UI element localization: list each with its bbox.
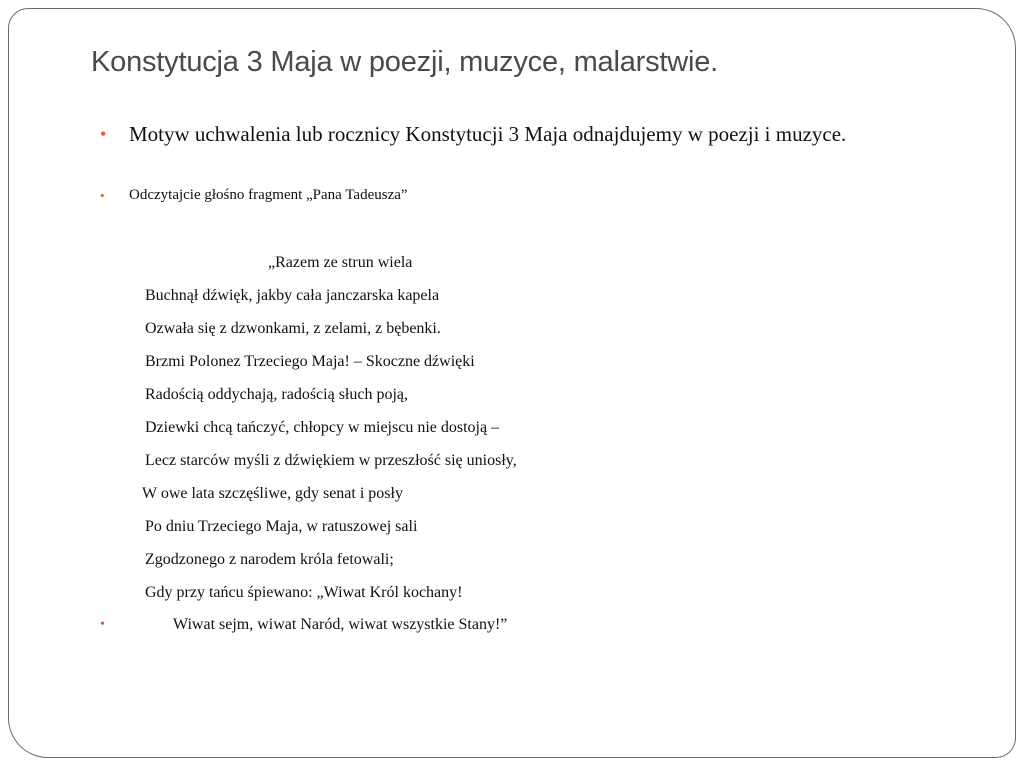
bullet-text: Odczytajcie głośno fragment „Pana Tadeusza” bbox=[129, 187, 408, 203]
slide-title: Konstytucja 3 Maja w poezji, muzyce, malarstwie. bbox=[91, 46, 719, 78]
poem-line: Zgodzonego z narodem króla fetowali; bbox=[145, 551, 394, 568]
bullet-text: Motyw uchwalenia lub rocznicy Konstytucji 3 Maja odnajdujemy w poezji i muzyce. bbox=[129, 122, 847, 146]
poem-line: Gdy przy tańcu śpiewano: „Wiwat Król kochany! bbox=[145, 584, 463, 601]
poem-line: Po dniu Trzeciego Maja, w ratuszowej sali bbox=[145, 518, 418, 535]
bullet-marker: • bbox=[100, 188, 105, 203]
poem-line: Dziewki chcą tańczyć, chłopcy w miejscu nie dostoją – bbox=[145, 419, 500, 436]
poem-line: Lecz starców myśli z dźwiękiem w przeszłość się uniosły, bbox=[145, 452, 517, 469]
poem-line: „Razem ze strun wiela bbox=[268, 254, 413, 271]
poem-line: Radością oddychają, radością słuch poją, bbox=[145, 386, 409, 403]
poem-line: W owe lata szczęśliwe, gdy senat i posły bbox=[142, 485, 403, 502]
bullet-text: Wiwat sejm, wiwat Naród, wiwat wszystkie Stany!” bbox=[173, 616, 508, 633]
poem-line: Brzmi Polonez Trzeciego Maja! – Skoczne dźwięki bbox=[145, 353, 475, 370]
bullet-marker: • bbox=[100, 617, 105, 632]
poem-line: Buchnął dźwięk, jakby cała janczarska kapela bbox=[145, 287, 440, 304]
bullet-marker: • bbox=[100, 124, 107, 144]
poem-line: Ozwała się z dzwonkami, z zelami, z bębenki. bbox=[145, 320, 441, 337]
